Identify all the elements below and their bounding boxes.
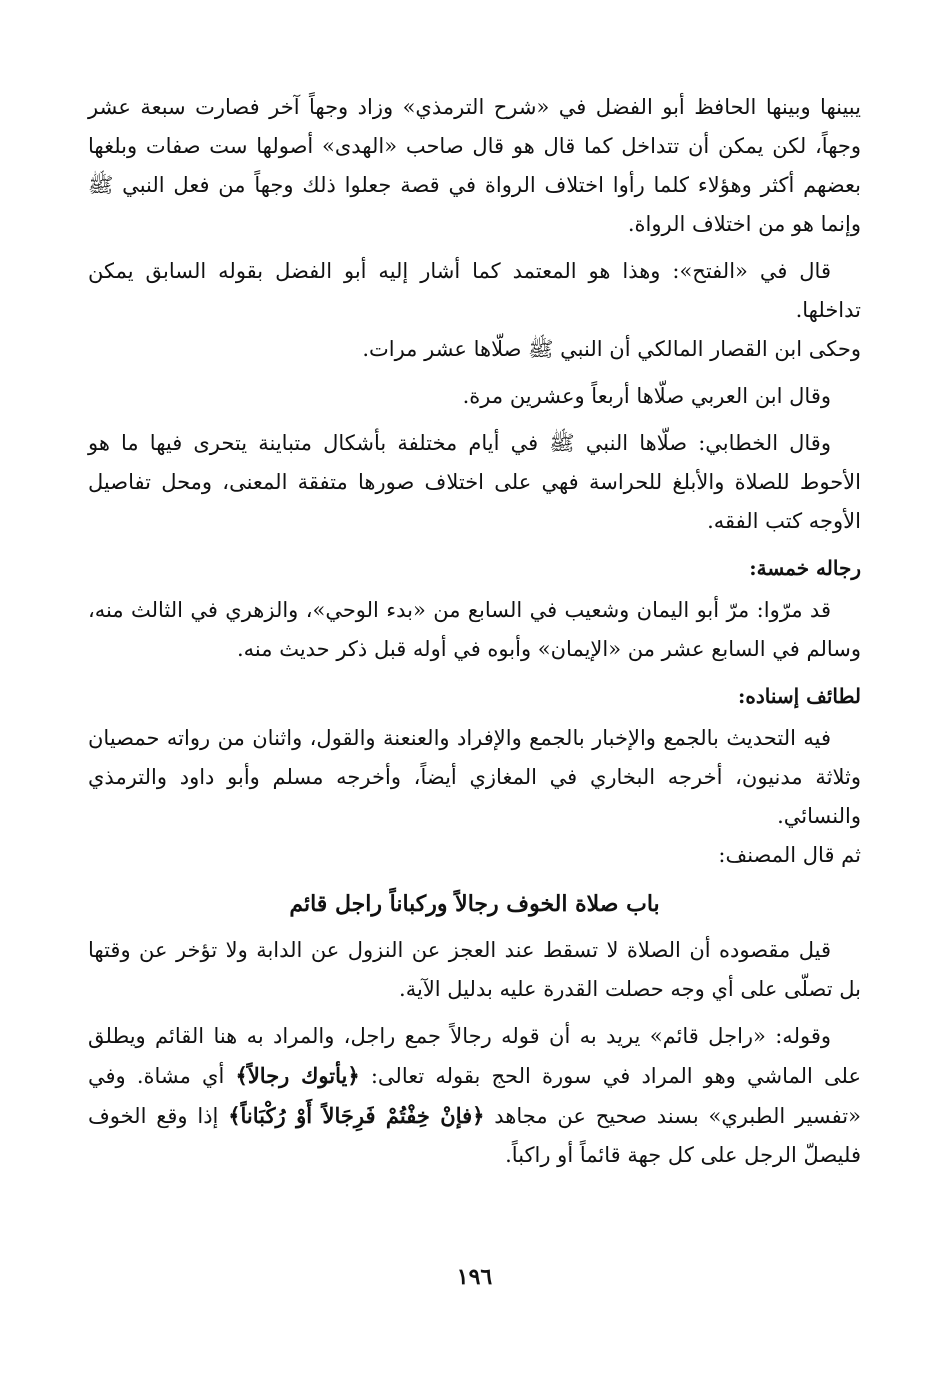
paragraph-ibn-arabi: وقال ابن العربي صلّاها أربعاً وعشرين مرة. <box>462 384 831 408</box>
paragraph-khattabi: وقال الخطابي: صلّاها النبي ﷺ في أيام مختلفة بأشكال متباينة يتحرى فيها ما هو الأحوط للصلاة والأبلغ للحراسة فهي على اختلاف صورها متفقة المعنى، ومحل تفاصيل الأوجه كتب الفقه. <box>88 431 861 533</box>
heading-narrators: رجاله خمسة: <box>749 556 861 580</box>
paragraph-author-said: ثم قال المصنف: <box>718 843 861 867</box>
text-segment: وقوله: «راجل قائم» يريد به أن قوله رجالاً جمع راجل، والمراد به هنا القائم ويطلق على الماشي وهو المراد في سورة الحج بقوله تعالى: <box>88 1024 861 1088</box>
paragraph-fath <box>88 252 861 369</box>
text-segment: أي مشاة. وفي «تفسير الطبري» بسند صحيح عن مجاهد <box>88 1064 861 1128</box>
chapter-title: باب صلاة الخوف رجالاً وركباناً راجل قائم <box>289 891 660 917</box>
paragraph-chapter-explanation <box>88 1017 861 1175</box>
paragraph-intro: يبينها وبينها الحافظ أبو الفضل في «شرح الترمذي» وزاد وجهاً آخر فصارت سبعة عشر وجهاً، لكن يمكن أن تتداخل كما قال هو قال صاحب «الهدى» أصولها ست صفات وبلغها بعضهم أكثر وهؤلاء كلما رأوا اختلاف الرواة في قصة جعلوا ذلك وجهاً من فعل النبي ﷺ وإنما هو من اختلاف الرواة. <box>88 95 861 236</box>
quran-quote: ﴿يأتوك رجالاً﴾ <box>235 1063 360 1088</box>
page-number: ١٩٦ <box>456 1264 493 1290</box>
heading-isnad: لطائف إسناده: <box>737 684 861 708</box>
paragraph-chapter-purpose: قيل مقصوده أن الصلاة لا تسقط عند العجز عن النزول عن الدابة ولا تؤخر عن وقتها بل تصلّى على أي وجه حصلت القدرة عليه بدليل الآية. <box>88 938 861 1001</box>
paragraph-fath-line: قال في «الفتح»: وهذا هو المعتمد كما أشار إليه أبو الفضل بقوله السابق يمكن تداخلها. <box>88 259 861 322</box>
paragraph-isnad: فيه التحديث بالجمع والإخبار بالجمع والإفراد والعنعنة والقول، واثنان من رواته حمصيان وثلاثة مدنيون، أخرجه البخاري في المغازي أيضاً، وأخرجه مسلم وأبو داود والترمذي والنسائي. <box>88 726 861 828</box>
paragraph-narrators: قد مرّوا: مرّ أبو اليمان وشعيب في السابع من «بدء الوحي»، والزهري في الثالث منه، وسالم في السابع عشر من «الإيمان» وأبوه في أوله قبل ذكر حديث منه. <box>88 598 861 661</box>
paragraph-ibn-qassar: وحكى ابن القصار المالكي أن النبي ﷺ صلّاها عشر مرات. <box>362 337 861 361</box>
text-segment: إذا وقع الخوف فليصلّ الرجل على كل جهة قائماً أو راكباً. <box>88 1104 861 1167</box>
quran-quote: ﴿فإنْ خِفْتُمْ فَرِجَالاً أَوْ رُكْبَاناً﴾ <box>228 1103 485 1128</box>
